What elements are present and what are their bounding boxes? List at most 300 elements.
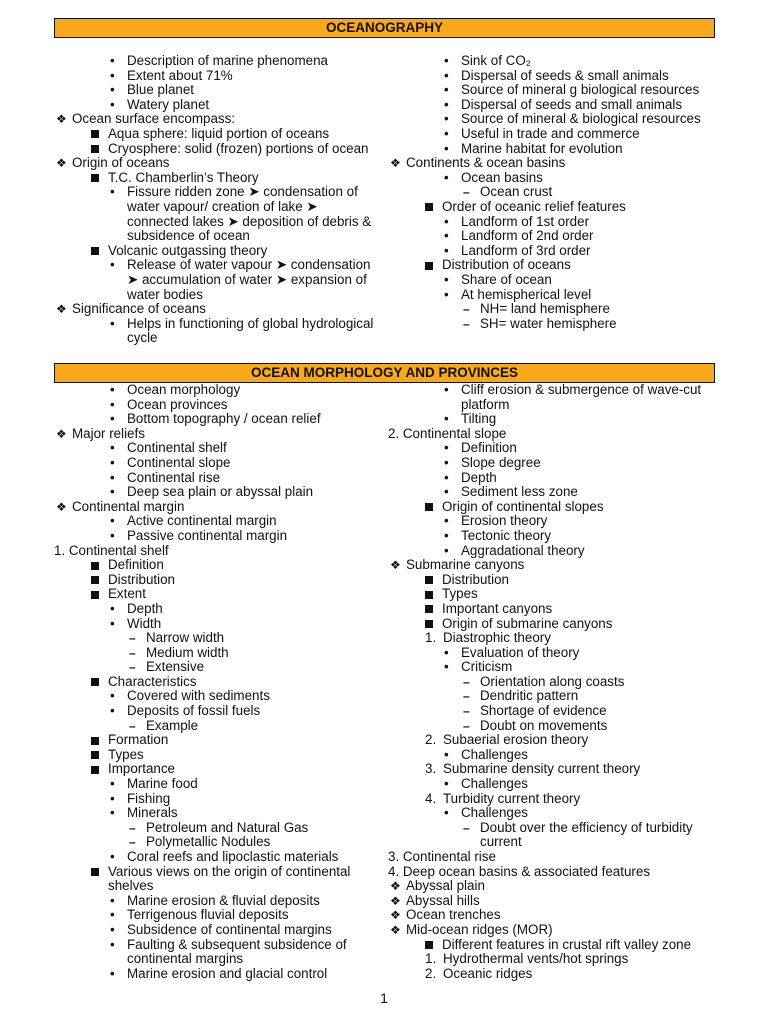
outline-item bbox=[54, 142, 373, 157]
outline-item bbox=[388, 412, 701, 427]
diamond-bullet-icon: ❖ bbox=[56, 302, 67, 317]
square-bullet-icon bbox=[91, 751, 99, 759]
bullet-bullet-icon: • bbox=[110, 776, 115, 792]
diamond-bullet-icon: ❖ bbox=[56, 426, 67, 441]
outline-text: Polymetallic Nodules bbox=[146, 834, 271, 850]
outline-text: Example bbox=[146, 717, 199, 733]
outline-text: Ocean provinces bbox=[127, 396, 228, 412]
outline-item bbox=[388, 83, 701, 98]
outline-text: Different features in crustal rift valley zone bbox=[442, 936, 692, 952]
outline-item bbox=[388, 675, 701, 690]
outline-item bbox=[54, 938, 350, 953]
dash-bullet-icon: – bbox=[129, 835, 136, 850]
outline-item bbox=[388, 894, 701, 909]
outline-item bbox=[54, 500, 350, 515]
diamond-bullet-icon: ❖ bbox=[390, 893, 401, 908]
outline-text: Marine food bbox=[127, 776, 198, 792]
dash-bullet-icon: – bbox=[129, 660, 136, 675]
outline-item bbox=[388, 544, 701, 559]
outline-text: Dispersal of seeds & small animals bbox=[461, 67, 669, 83]
outline-item bbox=[388, 427, 701, 442]
outline-text: Blue planet bbox=[127, 82, 195, 98]
outline-item bbox=[388, 733, 701, 748]
outline-item bbox=[54, 806, 350, 821]
outline-text: water vapour/ creation of lake ➤ bbox=[127, 198, 318, 214]
outline-item bbox=[388, 142, 701, 157]
outline-item bbox=[388, 244, 701, 259]
outline-text: Ocean crust bbox=[480, 184, 553, 200]
outline-text: Helps in functioning of global hydrological bbox=[127, 315, 374, 331]
outline-text: 2. Continental slope bbox=[388, 425, 507, 441]
outline-text: Source of mineral & biological resources bbox=[461, 111, 701, 127]
outline-text: Marine erosion and glacial control bbox=[127, 965, 328, 981]
outline-text: Importance bbox=[108, 761, 175, 777]
outline-item bbox=[388, 821, 701, 836]
outline-text: Challenges bbox=[461, 746, 528, 762]
square-bullet-icon bbox=[91, 737, 99, 745]
outline-text: Tilting bbox=[461, 411, 497, 427]
outline-item bbox=[54, 762, 350, 777]
outline-text: Distribution of oceans bbox=[442, 257, 571, 273]
outline-item bbox=[54, 587, 350, 602]
outline-text: Tectonic theory bbox=[461, 527, 552, 543]
outline-item bbox=[54, 821, 350, 836]
bullet-bullet-icon: • bbox=[444, 411, 449, 427]
outline-text: Covered with sediments bbox=[127, 688, 270, 704]
section-1-left-column bbox=[54, 54, 373, 346]
outline-text: shelves bbox=[108, 878, 154, 894]
outline-item bbox=[54, 317, 373, 332]
bullet-bullet-icon: • bbox=[444, 542, 449, 558]
bullet-bullet-icon: • bbox=[444, 659, 449, 675]
outline-text: Continental shelf bbox=[127, 440, 227, 456]
outline-text: Ocean surface encompass: bbox=[72, 111, 236, 127]
square-bullet-icon bbox=[91, 868, 99, 876]
outline-text: subsidence of ocean bbox=[127, 228, 250, 244]
outline-text: Source of mineral g biological resources bbox=[461, 82, 700, 98]
outline-item bbox=[388, 229, 701, 244]
outline-text: Origin of oceans bbox=[72, 155, 170, 171]
bullet-bullet-icon: • bbox=[110, 411, 115, 427]
outline-item bbox=[54, 112, 373, 127]
outline-text: Challenges bbox=[461, 805, 528, 821]
square-bullet-icon bbox=[91, 130, 99, 138]
outline-item bbox=[388, 500, 701, 515]
outline-text: Petroleum and Natural Gas bbox=[146, 819, 309, 835]
outline-item bbox=[54, 631, 350, 646]
bullet-bullet-icon: • bbox=[110, 527, 115, 543]
outline-text: Dispersal of seeds and small animals bbox=[461, 96, 683, 112]
outline-text: Deep sea plain or abyssal plain bbox=[127, 484, 314, 500]
outline-item bbox=[388, 646, 701, 661]
dash-bullet-icon: – bbox=[463, 689, 470, 704]
section-2-right-column bbox=[388, 383, 701, 981]
square-bullet-icon bbox=[91, 247, 99, 255]
section-2-left-column bbox=[54, 383, 350, 981]
square-bullet-icon bbox=[425, 262, 433, 270]
outline-item bbox=[54, 675, 350, 690]
bullet-bullet-icon: • bbox=[444, 125, 449, 141]
outline-item bbox=[54, 98, 373, 113]
outline-text: Distribution bbox=[108, 571, 175, 587]
diamond-bullet-icon: ❖ bbox=[56, 499, 67, 514]
outline-item bbox=[54, 273, 373, 288]
outline-item bbox=[388, 660, 701, 675]
outline-item bbox=[388, 112, 701, 127]
outline-text: Abyssal hills bbox=[406, 892, 480, 908]
outline-text: ➤ accumulation of water ➤ expansion of bbox=[127, 271, 367, 287]
outline-text: Subsidence of continental margins bbox=[127, 921, 332, 937]
bullet-bullet-icon: • bbox=[110, 96, 115, 112]
outline-item bbox=[54, 156, 373, 171]
outline-item bbox=[388, 617, 701, 632]
outline-text: Significance of oceans bbox=[72, 301, 206, 317]
outline-item bbox=[54, 894, 350, 909]
outline-text: Continental slope bbox=[127, 454, 231, 470]
outline-item bbox=[54, 850, 350, 865]
bullet-bullet-icon: • bbox=[110, 688, 115, 704]
outline-text: Types bbox=[442, 586, 478, 602]
outline-text: T.C. Chamberlin’s Theory bbox=[108, 169, 259, 185]
bullet-bullet-icon: • bbox=[110, 790, 115, 806]
bullet-bullet-icon: • bbox=[444, 805, 449, 821]
bullet-bullet-icon: • bbox=[444, 271, 449, 287]
outline-item bbox=[54, 200, 373, 215]
outline-item bbox=[54, 544, 350, 559]
outline-item bbox=[388, 602, 701, 617]
square-bullet-icon bbox=[425, 941, 433, 949]
bullet-bullet-icon: • bbox=[110, 965, 115, 981]
outline-text: Extent about 71% bbox=[127, 67, 233, 83]
outline-text: Landform of 1st order bbox=[461, 213, 590, 229]
square-bullet-icon bbox=[425, 605, 433, 613]
outline-text: current bbox=[480, 834, 522, 850]
outline-item bbox=[388, 471, 701, 486]
outline-text: Share of ocean bbox=[461, 271, 552, 287]
outline-item bbox=[54, 514, 350, 529]
outline-item bbox=[54, 427, 350, 442]
bullet-bullet-icon: • bbox=[444, 527, 449, 543]
bullet-bullet-icon: • bbox=[444, 53, 449, 68]
section-header-ocean-morphology: OCEAN MORPHOLOGY AND PROVINCES bbox=[54, 363, 715, 383]
outline-text: Watery planet bbox=[127, 96, 210, 112]
outline-item bbox=[388, 441, 701, 456]
outline-item bbox=[388, 631, 701, 646]
outline-item bbox=[388, 54, 701, 69]
square-bullet-icon bbox=[91, 576, 99, 584]
outline-text: 3. Continental rise bbox=[388, 849, 496, 864]
outline-item bbox=[388, 485, 701, 500]
outline-text: Turbidity current theory bbox=[443, 790, 581, 806]
section-1-right-column bbox=[388, 54, 701, 331]
outline-text: Extensive bbox=[146, 659, 205, 675]
outline-item bbox=[388, 865, 701, 880]
outline-text: Definition bbox=[461, 440, 517, 456]
outline-text: Oceanic ridges bbox=[443, 965, 533, 981]
section-header-oceanography: OCEANOGRAPHY bbox=[54, 18, 715, 38]
outline-item bbox=[388, 514, 701, 529]
outline-text: Continents & ocean basins bbox=[406, 155, 566, 171]
outline-item bbox=[54, 952, 350, 967]
outline-text: Characteristics bbox=[108, 673, 197, 689]
square-bullet-icon bbox=[91, 562, 99, 570]
outline-item bbox=[388, 317, 701, 332]
bullet-bullet-icon: • bbox=[110, 315, 115, 331]
outline-text: Cliff erosion & submergence of wave-cut bbox=[461, 382, 702, 397]
outline-text: Major reliefs bbox=[72, 425, 145, 441]
square-bullet-icon bbox=[425, 576, 433, 584]
outline-item bbox=[54, 383, 350, 398]
outline-item bbox=[54, 573, 350, 588]
diamond-bullet-icon: ❖ bbox=[56, 156, 67, 171]
outline-item bbox=[388, 923, 701, 938]
outline-item bbox=[388, 689, 701, 704]
outline-text: platform bbox=[461, 396, 510, 412]
outline-item bbox=[388, 127, 701, 142]
bullet-bullet-icon: • bbox=[110, 454, 115, 470]
bullet-bullet-icon: • bbox=[444, 454, 449, 470]
square-bullet-icon bbox=[425, 203, 433, 211]
diamond-bullet-icon: ❖ bbox=[390, 908, 401, 923]
outline-text: water bodies bbox=[127, 286, 203, 302]
dash-bullet-icon: – bbox=[129, 645, 136, 660]
outline-text: Ocean morphology bbox=[127, 382, 241, 397]
outline-item bbox=[54, 171, 373, 186]
outline-text: Dendritic pattern bbox=[480, 688, 579, 704]
outline-text: Ocean trenches bbox=[406, 907, 501, 923]
outline-text: Bottom topography / ocean relief bbox=[127, 411, 321, 427]
outline-item bbox=[54, 646, 350, 661]
bullet-bullet-icon: • bbox=[444, 469, 449, 485]
outline-text: Continental margin bbox=[72, 498, 185, 514]
dash-bullet-icon: – bbox=[463, 718, 470, 733]
outline-text: Evaluation of theory bbox=[461, 644, 580, 660]
outline-item bbox=[54, 689, 350, 704]
bullet-bullet-icon: • bbox=[110, 615, 115, 631]
outline-text: Marine erosion & fluvial deposits bbox=[127, 892, 320, 908]
square-bullet-icon bbox=[91, 591, 99, 599]
bullet-bullet-icon: • bbox=[110, 67, 115, 83]
outline-item bbox=[54, 69, 373, 84]
outline-item bbox=[54, 967, 350, 982]
outline-text: Marine habitat for evolution bbox=[461, 140, 623, 156]
outline-item bbox=[388, 215, 701, 230]
outline-text: Aqua sphere: liquid portion of oceans bbox=[108, 125, 330, 141]
outline-text: Abyssal plain bbox=[406, 878, 485, 894]
outline-item bbox=[54, 602, 350, 617]
bullet-bullet-icon: • bbox=[444, 286, 449, 302]
outline-text: Description of marine phenomena bbox=[127, 53, 328, 68]
outline-item bbox=[388, 302, 701, 317]
bullet-bullet-icon: • bbox=[444, 242, 449, 258]
outline-text: Formation bbox=[108, 732, 169, 748]
outline-text: Deposits of fossil fuels bbox=[127, 703, 261, 719]
bullet-bullet-icon: • bbox=[110, 703, 115, 719]
outline-item bbox=[54, 792, 350, 807]
outline-text: Various views on the origin of continental bbox=[108, 863, 351, 879]
list-number: 1. bbox=[425, 951, 437, 967]
dash-bullet-icon: – bbox=[463, 302, 470, 317]
outline-text: Continental rise bbox=[127, 469, 221, 485]
bullet-bullet-icon: • bbox=[444, 440, 449, 456]
bullet-bullet-icon: • bbox=[110, 184, 115, 200]
outline-item bbox=[388, 835, 701, 850]
outline-item bbox=[388, 98, 701, 113]
outline-item bbox=[388, 806, 701, 821]
outline-item bbox=[388, 879, 701, 894]
outline-item bbox=[388, 383, 701, 398]
outline-text: Faulting & subsequent subsidence of bbox=[127, 936, 347, 952]
outline-text: Extent bbox=[108, 586, 146, 602]
outline-item bbox=[388, 171, 701, 186]
dash-bullet-icon: – bbox=[129, 631, 136, 646]
bullet-bullet-icon: • bbox=[110, 513, 115, 529]
outline-text: Useful in trade and commerce bbox=[461, 125, 640, 141]
bullet-bullet-icon: • bbox=[110, 469, 115, 485]
outline-item bbox=[54, 529, 350, 544]
outline-item bbox=[54, 660, 350, 675]
square-bullet-icon bbox=[91, 145, 99, 153]
dash-bullet-icon: – bbox=[463, 704, 470, 719]
bullet-bullet-icon: • bbox=[444, 213, 449, 229]
diamond-bullet-icon: ❖ bbox=[390, 156, 401, 171]
outline-text: Doubt over the efficiency of turbidity bbox=[480, 819, 693, 835]
outline-item bbox=[54, 258, 373, 273]
bullet-bullet-icon: • bbox=[110, 382, 115, 397]
outline-item bbox=[54, 54, 373, 69]
outline-text: Important canyons bbox=[442, 600, 553, 616]
square-bullet-icon bbox=[91, 174, 99, 182]
outline-text: Medium width bbox=[146, 644, 229, 660]
square-bullet-icon bbox=[91, 678, 99, 686]
outline-text: Erosion theory bbox=[461, 513, 548, 529]
outline-item bbox=[54, 331, 373, 346]
outline-item bbox=[388, 156, 701, 171]
outline-text: Passive continental margin bbox=[127, 527, 288, 543]
outline-text: Depth bbox=[127, 600, 163, 616]
outline-item bbox=[388, 748, 701, 763]
outline-item bbox=[388, 967, 701, 982]
outline-text: continental margins bbox=[127, 951, 244, 967]
bullet-bullet-icon: • bbox=[110, 82, 115, 98]
outline-item bbox=[54, 127, 373, 142]
outline-text: Minerals bbox=[127, 805, 178, 821]
outline-item bbox=[54, 485, 350, 500]
outline-item bbox=[388, 288, 701, 303]
outline-item bbox=[54, 865, 350, 880]
outline-text: Challenges bbox=[461, 776, 528, 792]
outline-text: Fishing bbox=[127, 790, 171, 806]
bullet-bullet-icon: • bbox=[110, 849, 115, 864]
outline-item bbox=[54, 185, 373, 200]
outline-item bbox=[54, 908, 350, 923]
bullet-bullet-icon: • bbox=[444, 644, 449, 660]
outline-item bbox=[54, 471, 350, 486]
outline-item bbox=[388, 792, 701, 807]
outline-item bbox=[388, 850, 701, 865]
dash-bullet-icon: – bbox=[463, 316, 470, 331]
outline-text: Shortage of evidence bbox=[480, 703, 607, 719]
outline-item bbox=[54, 456, 350, 471]
outline-text: 4. Deep ocean basins & associated features bbox=[388, 863, 651, 879]
outline-item bbox=[54, 733, 350, 748]
outline-item bbox=[388, 185, 701, 200]
bullet-bullet-icon: • bbox=[110, 936, 115, 952]
outline-item bbox=[54, 412, 350, 427]
outline-text: Active continental margin bbox=[127, 513, 277, 529]
outline-item bbox=[388, 200, 701, 215]
outline-text: 1. Continental shelf bbox=[54, 542, 169, 558]
list-number: 2. bbox=[425, 732, 437, 748]
outline-item bbox=[388, 273, 701, 288]
outline-item bbox=[54, 398, 350, 413]
outline-item bbox=[54, 748, 350, 763]
outline-text: Hydrothermal vents/hot springs bbox=[443, 951, 629, 967]
outline-text: Terrigenous fluvial deposits bbox=[127, 907, 289, 923]
outline-text: Order of oceanic relief features bbox=[442, 198, 626, 214]
outline-item bbox=[54, 441, 350, 456]
bullet-bullet-icon: • bbox=[444, 382, 449, 397]
outline-text: Mid-ocean ridges (MOR) bbox=[406, 921, 553, 937]
outline-text: Criticism bbox=[461, 659, 513, 675]
bullet-bullet-icon: • bbox=[110, 484, 115, 500]
bullet-bullet-icon: • bbox=[110, 600, 115, 616]
bullet-bullet-icon: • bbox=[110, 396, 115, 412]
bullet-bullet-icon: • bbox=[110, 907, 115, 923]
bullet-bullet-icon: • bbox=[444, 67, 449, 83]
dash-bullet-icon: – bbox=[463, 185, 470, 200]
outline-text: Fissure ridden zone ➤ condensation of bbox=[127, 184, 358, 200]
list-number: 2. bbox=[425, 965, 437, 981]
outline-item bbox=[54, 244, 373, 259]
outline-text: At hemispherical level bbox=[461, 286, 592, 302]
outline-text: Doubt on movements bbox=[480, 717, 608, 733]
bullet-bullet-icon: • bbox=[444, 746, 449, 762]
outline-item bbox=[54, 83, 373, 98]
outline-item bbox=[388, 587, 701, 602]
outline-text: Origin of continental slopes bbox=[442, 498, 604, 514]
outline-item bbox=[388, 908, 701, 923]
outline-item bbox=[388, 777, 701, 792]
outline-text: Definition bbox=[108, 557, 164, 573]
outline-text: Coral reefs and lipoclastic materials bbox=[127, 849, 339, 864]
outline-item bbox=[54, 215, 373, 230]
outline-text: cycle bbox=[127, 330, 158, 346]
outline-item bbox=[54, 704, 350, 719]
bullet-bullet-icon: • bbox=[444, 484, 449, 500]
square-bullet-icon bbox=[425, 620, 433, 628]
list-number: 3. bbox=[425, 761, 437, 777]
outline-text: Ocean basins bbox=[461, 169, 543, 185]
outline-item bbox=[388, 558, 701, 573]
outline-text: Diastrophic theory bbox=[443, 630, 551, 646]
outline-item bbox=[388, 69, 701, 84]
bullet-bullet-icon: • bbox=[444, 111, 449, 127]
outline-item bbox=[54, 288, 373, 303]
bullet-bullet-icon: • bbox=[444, 776, 449, 792]
bullet-bullet-icon: • bbox=[110, 440, 115, 456]
outline-item bbox=[388, 704, 701, 719]
outline-item bbox=[388, 258, 701, 273]
outline-item bbox=[54, 923, 350, 938]
outline-text: Slope degree bbox=[461, 454, 541, 470]
bullet-bullet-icon: • bbox=[110, 805, 115, 821]
list-number: 4. bbox=[425, 790, 437, 806]
outline-item bbox=[388, 456, 701, 471]
outline-text: Distribution bbox=[442, 571, 509, 587]
outline-text: Aggradational theory bbox=[461, 542, 585, 558]
dash-bullet-icon: – bbox=[129, 718, 136, 733]
